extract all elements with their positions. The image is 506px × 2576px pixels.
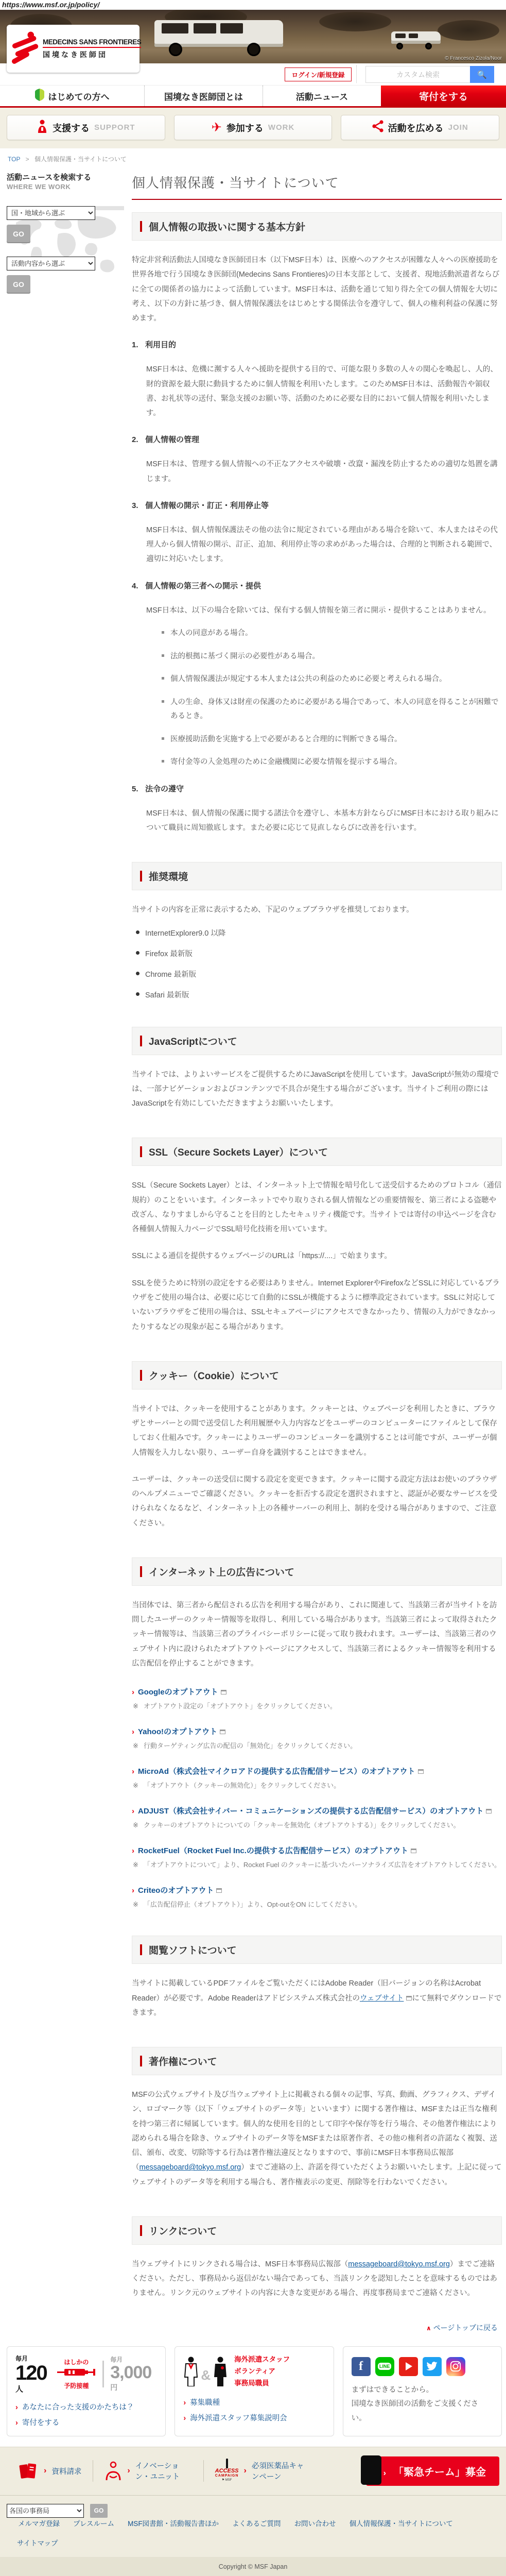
note-text: オプトアウト設定の「オプトアウト」をクリックしてください。 [143,1702,337,1710]
paragraph: 当団体では、第三者から配信される広告を利用する場合があり、これに関連して、当該第三者が当サイトを訪問したユーザーのクッキー情報等を取得し、利用している場合があります。当該第三者によって取得されたクッキー情報等は、当該第三者のプライバシーポリシーに従って取り扱われます。ユーザーは、当該第三者のウェブサイト内に設けられたオプトアウトページにアクセスして、当該第三者によるクッキー情報等を利用する広告配信を停止することができます。 [132,1601,497,1668]
note-mark: ※ [133,1901,138,1909]
policy-section [132,1936,502,2020]
arrow-icon: › [183,2398,186,2407]
item-title-text: 法令の遵守 [145,784,184,793]
external-link-icon [486,1809,492,1814]
page-title: 個人情報保護・当サイトについて [132,172,502,200]
policy-section [132,2216,502,2301]
footer-nav-label: イノベーション・ユニット [135,2462,180,2482]
footer-link[interactable]: メルマガ登録 [18,2519,60,2528]
quicklink-label-jp: 支援する [53,123,90,133]
card1-amount: 3,000 [110,2363,152,2383]
arrow-icon: › [183,2414,186,2422]
card1-amount-frequency: 毎月 [110,2356,123,2364]
arrow-icon: › [132,1688,134,1697]
external-link-icon [216,1888,222,1893]
brochure-request-link[interactable] [7,2461,93,2481]
quicklink-band [0,108,506,148]
section-heading-text: リンクについて [149,2226,217,2237]
support-button[interactable] [7,115,165,140]
browser-list-item: Firefox 最新版 [136,948,502,959]
optout-note [132,1780,502,1790]
note-mark: ※ [133,1861,138,1869]
truck-illustration [154,17,299,57]
footer-cards [0,2346,506,2447]
truck-illustration-small [391,30,448,51]
numbered-item [132,339,502,420]
optout-item [132,1845,502,1869]
arrow-icon: › [15,2418,18,2427]
breadcrumb-current: 個人情報保護・当サイトについて [34,156,127,163]
logo-org-name-en: MEDECINS SANS FRONTIERES [43,38,141,48]
section-heading [132,1361,502,1389]
numbered-item-body [146,603,502,770]
bullet-item: 法的根拠に基づく開示の必要性がある場合。 [162,650,502,664]
paragraph: MSF日本は、危機に瀕する人々へ援助を提供する目的で、可能な限り多数の人々の関心を喚起し、人的、財的資源を最大限に動員するために個人情報を利用いたします。このためMSF日本は、活動報告や領収書、お礼状等の送付、緊急支援のお願い等、活動のために必要な目的において個人情報を利用いたします。 [146,365,498,418]
red-accent-bar [140,2056,142,2066]
policy-section [132,1027,502,1111]
join-button[interactable] [341,115,499,140]
optout-link[interactable]: Yahoo!のオプトアウト [138,1727,218,1737]
note-mark: ※ [133,1782,138,1790]
optout-item [132,1686,502,1710]
access-campaign-logo: ACCESS CAMPAIGN ⚑ MSF [215,2460,239,2482]
facebook-icon[interactable]: f [352,2357,371,2376]
section-heading-text: クッキー（Cookie）について [149,1370,279,1382]
note-mark: ※ [133,1821,138,1829]
hands-icon [104,2461,122,2481]
nav-item-beginners[interactable] [0,86,144,106]
note-text: 「広告配信停止（オプトアウト）」より、Opt-outをON にしてください。 [143,1901,362,1909]
item-title-text: 利用目的 [145,341,177,350]
optout-link-row [132,1686,502,1697]
footer-link[interactable]: よくあるご質問 [232,2519,281,2528]
policy-section [132,1557,502,1909]
supporter-person-icon [37,120,48,135]
paragraph: MSF日本は、個人情報保護法その他の法令に規定されている理由がある場合を除いて、本人またはその代理人から個人情報の開示、訂正、追加、利用停止等の求めがあった場合は、合理的と判断される範囲で、適切に対応いたします。 [146,526,498,564]
card-link-anchor[interactable]: 寄付をする [22,2418,60,2427]
bullet-item: 本人の同意がある場合。 [162,626,502,641]
card3-line: 国境なき医師団の活動をご支援ください。 [351,2400,479,2422]
paragraph: 当サイトでは、クッキーを使用することがあります。クッキーとは、ウェブページを利用したときに、ブラウザとサーバーとの間で送受信した利用履歴や入力内容などをユーザーのコンピューターにファイルとして保存しておく仕組みです。クッキーによりユーザーのコンピューターを識別することは可能ですが、ユーザーが個人情報を入力しない限り、ユーザー自身を識別することはできません。 [132,1404,497,1457]
numbered-item-title [132,339,502,350]
optout-link-row [132,1845,502,1856]
red-accent-bar [140,1566,142,1577]
donation-card [7,2346,166,2436]
optout-note [132,1859,502,1869]
external-link-icon [221,1690,226,1694]
search-input[interactable] [365,66,470,83]
recruit-card [175,2346,334,2436]
browser-list-item: Chrome 最新版 [136,969,502,979]
card-link [15,2401,157,2412]
search-icon: 🔍 [477,70,487,79]
activity-go-button[interactable]: GO [7,275,30,294]
paragraph: MSFの公式ウェブサイト及び当ウェブサイト上に掲載される個々の記事、写真、動画、グラフィクス、デザイン、ロゴマーク等（以下「ウェブサイトのデータ等」といいます）に関する著作権は、MSFまたは正当な権利を持つ第三者に帰属しています。個人的な使用を目的として印字や保存等を行う場合、その他著作権法により認められる場合を除き、ウェブサイトのデータ等をMSFまたは原著作者、その他の権利者の許諾なく複製、送信、頒布、改変、切除等する行為は著作権法違反となりますので、事前にMSF日本事務局広報部（messageboard@tokyo.msf.org）までご連絡の上、許諾を得ていただくようお願いいたします。上記に従ってウェブサイトのデータ等を利用する場合も、著作権表示の変更、削除等を行わないでください。 [132,2091,502,2187]
logo-org-name-jp: 国境なき医師団 [43,50,108,59]
external-link-icon [411,1849,416,1853]
beginner-mark-icon [35,89,44,104]
card1-frequency: 毎月 [15,2354,28,2362]
numbered-item [132,434,502,486]
bullet-list [162,626,502,770]
numbered-item-title [132,500,502,511]
emergency-team-donate-button[interactable]: › 「緊急チーム」募金 [366,2456,499,2486]
card1-treatment-top: はしかの [64,2359,89,2366]
note-text: 行動ターゲティング広告の配信の「無効化」をクリックしてください。 [143,1742,357,1750]
note-text: クッキーのオプトアウトについての「クッキーを無効化（オプトアウトする）」をクリックしてください。 [143,1821,460,1829]
up-arrow-icon: ∧ [426,2324,431,2332]
section-heading-text: JavaScriptについて [149,1036,237,1047]
quicklink-label-jp: 活動を広める [388,123,444,133]
red-accent-bar [140,1944,142,1955]
airplane-icon: ✈ [211,120,222,134]
external-link-icon [418,1769,424,1774]
instagram-icon[interactable] [446,2357,465,2376]
nav-item-about[interactable] [144,86,263,106]
section-heading-text: インターネット上の広告について [149,1567,294,1578]
numbered-item [132,580,502,770]
card2-line: 事務局職員 [234,2379,269,2387]
optout-link[interactable]: Googleのオプトアウト [138,1688,218,1697]
login-register-button[interactable]: ログイン/新規登録 [285,67,352,81]
footer-link[interactable]: MSF図書館・活動報告書ほか [128,2519,219,2528]
note-mark: ※ [133,1742,138,1750]
card-link-anchor[interactable]: 募集職種 [190,2398,220,2407]
search-button[interactable] [470,66,494,83]
section-heading [132,1027,502,1055]
item-title-text: 個人情報の第三者への開示・提供 [145,581,261,590]
section-heading [132,2047,502,2075]
note-text: 「オプトアウトについて」より、Rocket Fuel のクッキーに基づいたパーソナライズ広告をオプトアウトしてください。 [143,1861,501,1869]
optout-link-row [132,1766,502,1776]
arrow-icon: › [132,1846,134,1856]
optout-link-row [132,1805,502,1816]
footer-link[interactable]: お問い合わせ [294,2519,336,2528]
inline-link[interactable]: ウェブサイト [359,1994,404,2003]
card1-amount-unit: 円 [110,2383,118,2392]
card-link-anchor[interactable]: あなたに合った支援のかたちは？ [22,2403,134,2412]
item-number: 3. [132,501,138,510]
numbered-item-body [146,806,502,836]
optout-note [132,1899,502,1909]
policy-section [132,862,502,999]
browser-url: https://www.msf.or.jp/policy/ [2,1,100,9]
footer-link[interactable]: サイトマップ [17,2539,58,2547]
card2-line: ボランティア [234,2367,276,2375]
browser-list [136,927,502,1000]
innovation-unit-link[interactable] [93,2460,203,2482]
donate-label: 寄付をする [418,91,468,103]
item-number: 5. [132,784,138,793]
red-accent-bar [140,2225,142,2236]
twitter-icon[interactable] [423,2357,442,2376]
card1-treatment-bottom: 予防接種 [64,2382,89,2390]
back-to-top-link[interactable]: ∧ ページトップに戻る [426,2323,498,2332]
optout-link[interactable]: Criteoのオプトアウト [138,1886,214,1895]
section-heading-text: SSL（Secure Sockets Layer）について [149,1147,328,1159]
optout-link[interactable]: MicroAd（株式会社マイクロアドの提供する広告配信サービス）のオプトアウト [138,1767,415,1776]
browser-list-item: InternetExplorer9.0 以降 [136,927,502,938]
section-heading-text: 推奨環境 [149,872,188,883]
share-icon [372,120,383,135]
offices-select[interactable] [7,2504,84,2518]
arrow-icon: › [243,2466,247,2476]
item-title-text: 個人情報の開示・訂正・利用停止等 [145,501,269,510]
documents-icon [18,2461,39,2481]
breadcrumb [0,148,506,166]
numbered-item-title [132,783,502,794]
card2-line: 海外派遣スタッフ [234,2355,290,2363]
card1-count-unit: 人 [15,2384,24,2394]
quicklink-label-en: WORK [268,123,295,132]
red-accent-bar [140,871,142,882]
policy-section [132,1138,502,1334]
numbered-item-body [146,362,502,420]
paragraph: 特定非営利活動法人国境なき医師団日本（以下MSF日本）は、医療へのアクセスが困難な人々への医療援助を世界各地で行う国境なき医師団(Medecins Sans Frontieres)の日本支部として、支援者、現地活動派遣者ならびに全ての関係者の協力によって活動しています。MSF日本は、活動を通じて知り得た全ての個人情報を大切に考え、以下の方針に基づき、個人情報保護法をはじめとする関係法令を遵守して、個人の権利利益の保護に努めます。 [132,256,500,323]
policy-section [132,2047,502,2190]
numbered-item [132,783,502,836]
red-accent-bar [140,1370,142,1381]
staff-figure-icon [183,2357,199,2386]
line-icon[interactable]: LINE [375,2357,394,2376]
access-campaign-link[interactable] [203,2460,320,2482]
paragraph: MSF日本は、管理する個人情報への不正なアクセスや破壊・改竄・漏洩を防止するための適切な処置を講じます。 [146,460,498,483]
inline-link[interactable]: messageboard@tokyo.msf.org [348,2260,450,2268]
youtube-icon[interactable] [399,2357,418,2376]
paragraph: SSLを使うために特別の設定をする必要はありません。Internet ExplorerやFirefoxなどSSLに対応しているブラウザをご使用の場合は、必要に応じて自動的にSSLが機能するように標準設定されています。SSLに対応していないブラウザをご使用の場合は、SSLセキュアページにアクセスできなかったり、情報の入力ができなかったりするなどの現象が起こる場合があります。 [132,1279,500,1331]
arrow-icon: › [127,2466,130,2476]
paragraph: MSF日本は、個人情報の保護に関する諸法令を遵守し、本基本方針ならびにMSF日本における取り組みについて職員に周知徹底します。また必要に応じて見直しならびに改善を行います。 [146,809,499,833]
optout-link-row [132,1726,502,1737]
copyright-text: Copyright © MSF Japan [218,2563,288,2570]
country-go-button[interactable]: GO [7,225,30,243]
section-heading [132,862,502,890]
optout-item [132,1885,502,1909]
card-link [183,2397,325,2408]
bullet-item: 寄付金等の入金処理のために金融機関に必要な情報を提示する場合。 [162,755,502,770]
optout-note [132,1701,502,1710]
arrow-icon: › [132,1727,134,1737]
note-text: 「オプトアウト（クッキーの無効化）」をクリックしてください。 [143,1782,341,1790]
item-title-text: 個人情報の管理 [145,435,200,445]
inline-link[interactable]: messageboard@tokyo.msf.org [139,2163,241,2172]
nav-label: 国境なき医師団とは [164,92,243,102]
footer-nav-label: 必須医薬品キャンペーン [251,2462,304,2482]
note-mark: ※ [133,1702,138,1710]
bullet-item: 人の生命、身体又は財産の保護のために必要がある場合であって、本人の同意を得ることが困難であるとき。 [162,696,502,724]
activity-select[interactable] [7,257,95,270]
msf-running-man-icon [12,31,42,66]
page-top-row [132,2323,498,2333]
quicklink-label-en: SUPPORT [94,123,135,132]
external-link-icon [406,1996,412,2001]
card1-count: 120 [15,2361,47,2384]
paragraph: SSLによる通信を提供するウェブページのURLは「https://....」で始まります。 [132,1252,392,1261]
bullet-item: 医療援助活動を実施する上で必要があると合理的に判断できる場合。 [162,733,502,747]
footer-link[interactable]: プレスルーム [73,2519,115,2528]
work-button[interactable] [174,115,333,140]
optout-note [132,1740,502,1750]
numbered-item-body [146,523,502,567]
policy-sections [132,212,502,2301]
paragraph: SSL（Secure Sockets Layer）とは、インターネット上で情報を暗号化して送受信するためのプロトコル（通信規約）のことをいいます。インターネットでやり取りされる個人情報などの重要情報を、第三者による盗聴や改ざん、なりすましから守ることを目的としたセキュリティ機能です。当サイトでは寄付の申込ページを含む各種個人情報入力ページでSSL暗号化技術を用いています。 [132,1181,502,1234]
section-heading [132,1557,502,1586]
optout-item [132,1805,502,1829]
section-heading-text: 著作権について [149,2057,217,2068]
photo-credit: © Francesco Zizola/Noor [445,56,502,61]
item-number: 1. [132,341,138,350]
item-number: 4. [132,581,138,590]
section-heading [132,2216,502,2245]
copyright-bar [0,2557,506,2576]
arrow-icon: › [132,1807,134,1816]
paragraph: 当ウェブサイトにリンクされる場合は、MSF日本事務局広報部（messageboard@tokyo.msf.org）までご連絡ください。ただし、事務局から返信がない場合であっても、当該リンクを認知したことを意味するものではありません。リンク元のウェブサイトの内容に大きな変更がある場合、再度事務局までご連絡ください。 [132,2260,498,2298]
browser-list-item: Safari 最新版 [136,989,502,1000]
item-number: 2. [132,435,138,445]
policy-section [132,212,502,835]
red-accent-bar [140,1146,142,1157]
volunteer-figure-icon [213,2357,228,2386]
section-heading [132,1936,502,1964]
red-accent-bar [140,1036,142,1046]
optout-link[interactable]: RocketFuel（Rocket Fuel Inc.の提供する広告配信サービス）のオプトアウト [138,1846,408,1856]
arrow-icon: › [383,2468,386,2478]
numbered-item-title [132,580,502,591]
section-heading-text: 閲覧ソフトについて [149,1945,237,1957]
footer-links-band [0,2495,506,2557]
paragraph: 当サイトの内容を正常に表示するため、下記のウェブブラウザを推奨しております。 [132,906,414,914]
bush-decor [319,12,391,31]
divider [356,65,357,83]
breadcrumb-separator: > [25,156,29,163]
numbered-item-body [146,457,502,486]
ampersand: & [201,2367,211,2383]
card-link [183,2412,325,2423]
arrow-icon: › [132,1886,134,1895]
paragraph: 当サイトでは、よりよいサービスをご提供するためにJavaScriptを使用しています。JavaScriptが無効の環境では、一部ナビゲーションおよびコンテンツで不具合が発生する場合がございます。当サイトご利用の際にはJavaScriptを有効にしていただきますようお願いいたします。 [132,1070,499,1108]
sidebar-subtitle: WHERE WE WORK [7,183,71,191]
optout-link-row [132,1885,502,1895]
numbered-item [132,500,502,567]
sidebar-title: 活動ニュースを検索する [7,173,92,182]
country-region-select[interactable] [7,206,95,220]
paragraph: ユーザーは、クッキーの送受信に関する設定を変更できます。クッキーに関する設定方法はお使いのブラウザのヘルプメニューでご確認ください。クッキーを拒否する設定を選択されますと、認証が必要なサービスを受けられなくなるなど、インターネット上の各種サーバーの利用上、制約を受ける場合がありますので、ご注意ください。 [132,1475,497,1528]
optout-item [132,1766,502,1790]
nav-label: はじめての方へ [48,92,110,102]
footer-nav-label: 資料請求 [51,2467,82,2476]
offices-go-button[interactable]: GO [90,2504,108,2518]
main-nav [0,86,506,108]
optout-note [132,1820,502,1829]
section-heading [132,1138,502,1166]
arrow-icon: › [44,2466,47,2476]
paragraph: 当サイトに掲載しているPDFファイルをご覧いただくにはAdobe Reader（旧バージョンの名称はAcrobat Reader）が必要です。Adobe Readerはアドビシステムズ株式会社のウェブサイト にて無料でダウンロードできます。 [132,1979,502,2017]
card3-line: まずはできることから。 [351,2385,434,2394]
nav-item-news[interactable] [263,86,381,106]
policy-section [132,1361,502,1531]
arrow-icon: › [132,1767,134,1776]
numbered-item-title [132,434,502,445]
nav-label: 活動ニュース [295,92,348,102]
section-heading-text: 個人情報の取扱いに関する基本方針 [149,222,306,233]
arrow-icon: › [15,2403,18,2412]
quicklink-label-jp: 参加する [226,123,264,133]
optout-link[interactable]: ADJUST（株式会社サイバー・コミュニケーションズの提供する広告配信サービス）のオプトアウト [138,1807,484,1816]
section-heading [132,212,502,241]
main-content [132,172,502,2346]
quicklink-label-en: JOIN [448,123,468,132]
divider [102,2361,104,2387]
syringe-icon [56,2366,96,2379]
footer-nav-band [0,2447,506,2495]
paragraph: MSF日本は、以下の場合を除いては、保有する個人情報を第三者に開示・提供することはありません。 [146,606,491,615]
sidebar-where-we-work [7,172,124,301]
footer-link[interactable]: 個人情報保護・当サイトについて [349,2519,453,2528]
optout-item [132,1726,502,1750]
external-link-icon [220,1730,225,1734]
msf-logo[interactable] [7,25,142,73]
breadcrumb-home-link[interactable]: TOP [8,156,21,163]
donate-button[interactable] [381,86,506,106]
social-card [343,2346,502,2436]
bullet-item: 個人情報保護法が規定する本人または公共の利益のために必要と考えられる場合。 [162,672,502,687]
card-link-anchor[interactable]: 海外派遣スタッフ募集説明会 [190,2414,287,2422]
card-link [15,2417,157,2428]
red-accent-bar [140,221,142,232]
